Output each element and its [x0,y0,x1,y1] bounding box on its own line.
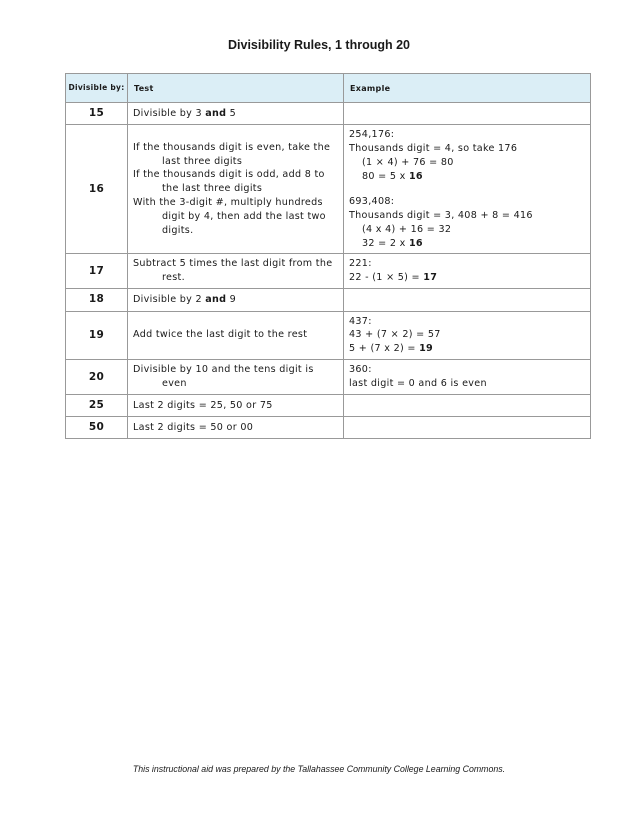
table-row [66,289,591,311]
header-test: Test [128,74,344,103]
spacer [349,184,585,195]
example-result: 19 [419,343,434,355]
example-text: 22 - (1 × 5) = [349,272,424,284]
table-row [66,417,591,439]
test-line: With the 3-digit #, multiply hundreds digit by 4, then add the last two digits. [133,197,326,237]
divisor-cell: 25 [66,395,128,417]
example-cell [344,395,591,417]
example-head: 693,408: [349,195,395,207]
example-text: 80 = 5 x [362,170,409,182]
divisor-cell: 15 [66,103,128,125]
example-cell [344,417,591,439]
divisor-cell: 17 [66,254,128,289]
test-bold: and [205,107,227,119]
example-cell [344,254,591,289]
example-text: 32 = 2 x [362,237,409,249]
test-cell [128,360,344,395]
example-result: 17 [423,272,438,284]
example-line: Thousands digit = 3, 408 + 8 = 416 [349,209,533,221]
table-row [66,103,591,125]
table-row [66,395,591,417]
test-text: Divisible by 3 [133,107,206,119]
example-line: Thousands digit = 4, so take 176 [349,143,518,155]
test-text: Divisible by 2 [133,293,206,305]
test-line: If the thousands digit is even, take the last three digits [133,141,331,167]
page-title: Divisibility Rules, 1 through 20 [228,38,410,52]
example-line: last digit = 0 and 6 is even [349,378,487,390]
example-line: (4 x 4) + 16 = 32 [362,223,452,235]
table-row [66,360,591,395]
test-line: Divisible by 10 and the tens digit is even [133,364,314,390]
example-result: 16 [408,170,423,182]
divisor-cell: 50 [66,417,128,439]
example-cell [344,103,591,125]
example-cell [344,311,591,360]
divisibility-table [65,73,591,439]
table-header-row [66,74,591,103]
divisor-cell: 18 [66,289,128,311]
example-head: 254,176: [349,129,395,141]
example-cell [344,125,591,254]
example-head: 360: [349,364,372,376]
divisor-cell: 20 [66,360,128,395]
footer-note: This instructional aid was prepared by the Tallahassee Community College Learning Commons. [132,764,506,774]
example-head: 437: [349,315,372,327]
table-row [66,254,591,289]
test-cell: Add twice the last digit to the rest [128,311,344,360]
example-result: 16 [408,237,423,249]
test-line: If the thousands digit is odd, add 8 to the last three digits [133,169,325,195]
table-row [66,125,591,254]
example-cell [344,360,591,395]
test-cell: Last 2 digits = 50 or 00 [128,417,344,439]
test-text: 5 [226,107,237,119]
example-cell [344,289,591,311]
table-row [66,311,591,360]
example-line [349,170,585,184]
test-text: 9 [226,293,237,305]
example-head: 221: [349,258,372,270]
header-divisor: Divisible by: [66,74,128,103]
example-line: 43 + (7 × 2) = 57 [349,329,441,341]
test-cell [128,289,344,311]
divisor-cell: 19 [66,311,128,360]
header-example: Example [344,74,591,103]
test-cell [128,254,344,289]
example-line [349,237,585,251]
example-text: 5 + (7 x 2) = [349,343,420,355]
divisor-cell: 16 [66,125,128,254]
test-line: Subtract 5 times the last digit from the rest. [133,258,333,284]
example-line [349,342,585,356]
test-cell [128,103,344,125]
example-line: (1 × 4) + 76 = 80 [362,157,454,169]
test-cell: Last 2 digits = 25, 50 or 75 [128,395,344,417]
example-line [349,271,585,285]
test-bold: and [205,293,227,305]
test-cell [128,125,344,254]
